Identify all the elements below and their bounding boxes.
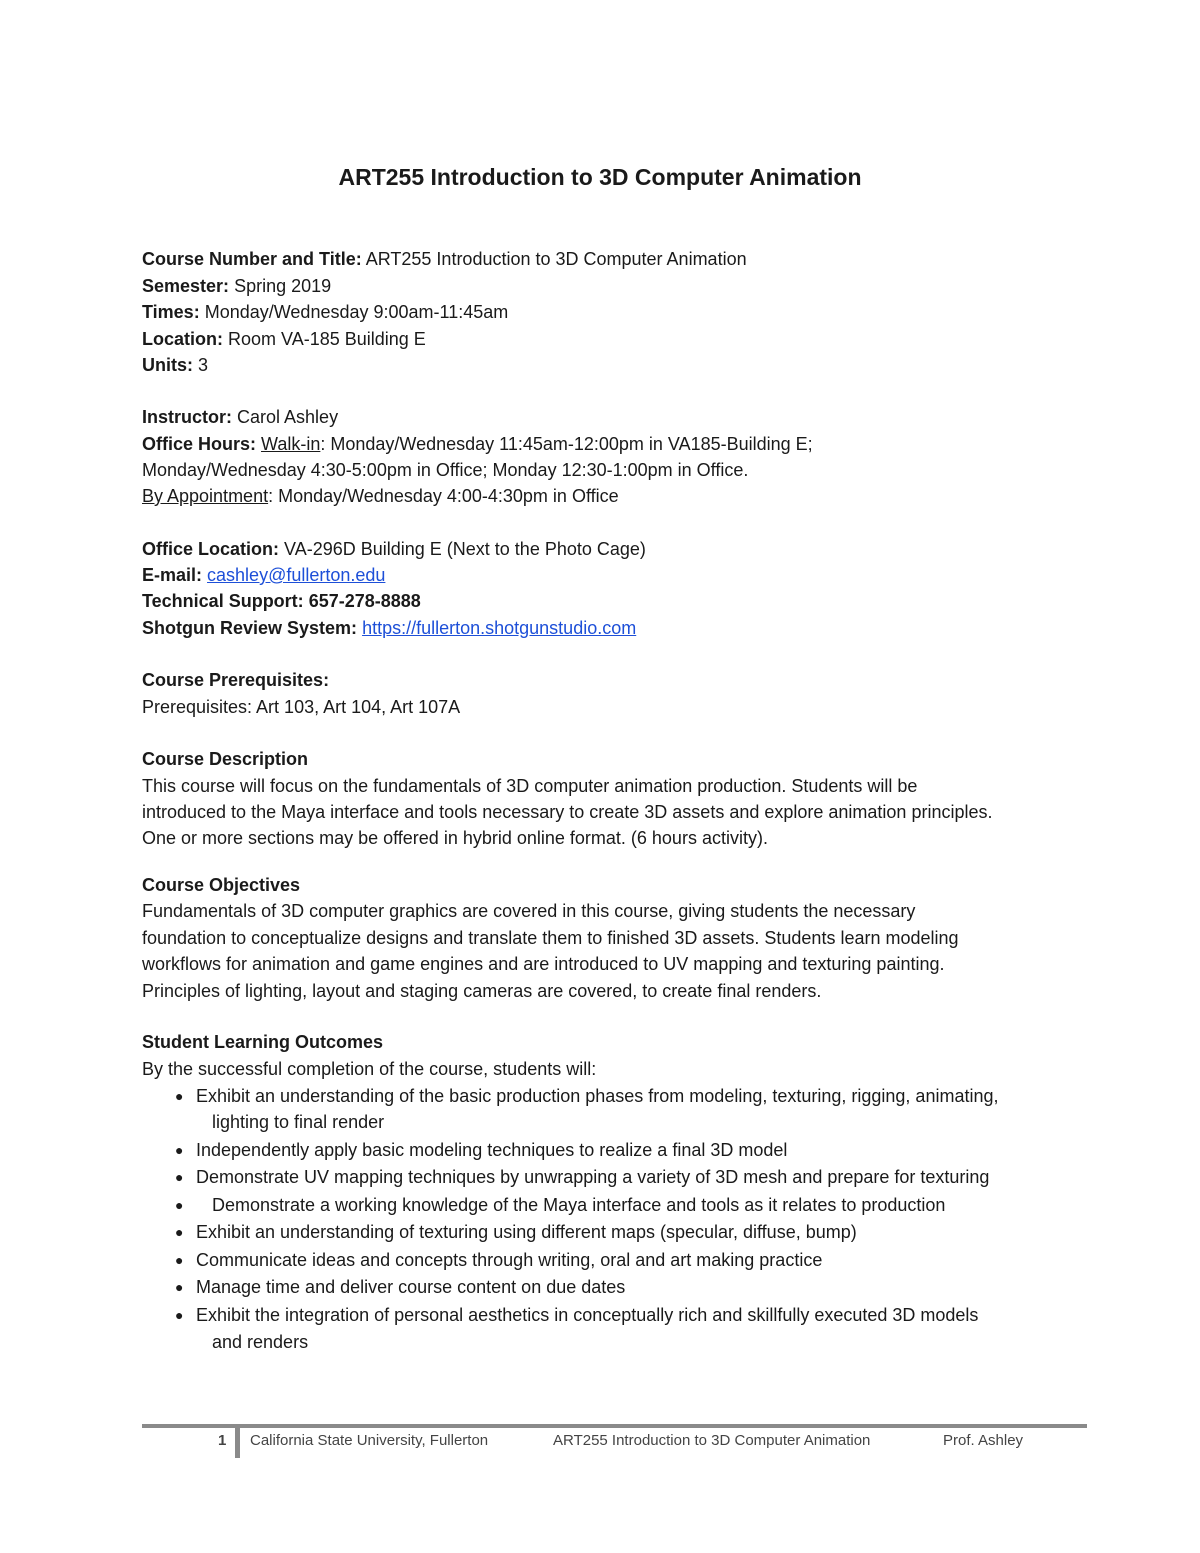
email-label: E-mail: xyxy=(142,565,203,585)
units-label: Units: xyxy=(142,355,193,375)
location-label: Location: xyxy=(142,329,223,349)
bullet-icon: ● xyxy=(175,1252,184,1268)
document-title: ART255 Introduction to 3D Computer Animation xyxy=(338,164,862,190)
outcome-item: Demonstrate UV mapping techniques by unwrapping a variety of 3D mesh and prepare for texturing xyxy=(196,1167,990,1187)
office-hours-line xyxy=(142,432,813,456)
footer-professor: Prof. Ashley xyxy=(943,1432,1024,1449)
technical-support-value: 657-278-8888 xyxy=(308,591,421,611)
bullet-icon: ● xyxy=(175,1197,184,1213)
outcomes-intro: By the successful completion of the course, students will: xyxy=(142,1059,597,1079)
instructor-line xyxy=(142,405,338,429)
outcome-item-continuation: lighting to final render xyxy=(212,1112,385,1132)
footer-rule xyxy=(142,1424,1087,1428)
office-location-label: Office Location: xyxy=(142,539,280,559)
times-line xyxy=(142,300,508,324)
footer-page-number: 1 xyxy=(218,1432,227,1449)
outcome-item: Exhibit the integration of personal aesthetics in conceptually rich and skillfully executed 3D models xyxy=(196,1305,979,1325)
semester-value: Spring 2019 xyxy=(234,276,332,296)
prerequisites-text: Prerequisites: Art 103, Art 104, Art 107A xyxy=(142,697,461,717)
shotgun-link[interactable]: https://fullerton.shotgunstudio.com xyxy=(362,618,637,638)
units-value: 3 xyxy=(198,355,209,375)
footer-separator xyxy=(235,1428,240,1458)
times-label: Times: xyxy=(142,302,200,322)
course-number-value: ART255 Introduction to 3D Computer Animation xyxy=(365,249,747,269)
office-location-value: VA-296D Building E (Next to the Photo Cage) xyxy=(284,539,646,559)
semester-line xyxy=(142,274,331,298)
bullet-icon: ● xyxy=(175,1279,184,1295)
walk-in-value: : Monday/Wednesday 11:45am-12:00pm in VA185-Building E; xyxy=(320,434,813,454)
bullet-icon: ● xyxy=(175,1169,184,1185)
objectives-line: workflows for animation and game engines and are introduced to UV mapping and texturing painting. xyxy=(142,954,945,974)
prerequisites-heading: Course Prerequisites: xyxy=(142,670,330,690)
email-line xyxy=(142,563,385,587)
description-line: introduced to the Maya interface and tools necessary to create 3D assets and explore animation principles. xyxy=(142,802,993,822)
shotgun-label: Shotgun Review System: xyxy=(142,618,358,638)
walk-in-label: Walk-in xyxy=(261,434,321,454)
times-value: Monday/Wednesday 9:00am-11:45am xyxy=(204,302,509,322)
outcome-item: Demonstrate a working knowledge of the Maya interface and tools as it relates to production xyxy=(212,1195,946,1215)
footer-course: ART255 Introduction to 3D Computer Animation xyxy=(553,1432,871,1449)
appointment-label: By Appointment xyxy=(142,486,269,506)
bullet-icon: ● xyxy=(175,1142,184,1158)
outcome-item: Communicate ideas and concepts through writing, oral and art making practice xyxy=(196,1250,823,1270)
objectives-line: foundation to conceptualize designs and translate them to finished 3D assets. Students learn modeling xyxy=(142,928,959,948)
technical-support-label: Technical Support: xyxy=(142,591,304,611)
outcomes-heading: Student Learning Outcomes xyxy=(142,1032,384,1052)
location-value: Room VA-185 Building E xyxy=(228,329,426,349)
description-line: One or more sections may be offered in hybrid online format. (6 hours activity). xyxy=(142,828,768,848)
appointment-value: : Monday/Wednesday 4:00-4:30pm in Office xyxy=(268,486,619,506)
objectives-heading: Course Objectives xyxy=(142,875,301,895)
outcome-item: Exhibit an understanding of texturing using different maps (specular, diffuse, bump) xyxy=(196,1222,857,1242)
description-heading: Course Description xyxy=(142,749,309,769)
shotgun-line xyxy=(142,616,636,640)
outcome-item: Independently apply basic modeling techniques to realize a final 3D model xyxy=(196,1140,788,1160)
instructor-label: Instructor: xyxy=(142,407,232,427)
outcome-item-continuation: and renders xyxy=(212,1332,309,1352)
bullet-icon: ● xyxy=(175,1224,184,1240)
outcome-item: Manage time and deliver course content on due dates xyxy=(196,1277,626,1297)
course-number-label: Course Number and Title: xyxy=(142,249,362,269)
office-hours-label: Office Hours: xyxy=(142,434,257,454)
footer-university: California State University, Fullerton xyxy=(250,1432,489,1449)
objectives-line: Fundamentals of 3D computer graphics are covered in this course, giving students the necessary xyxy=(142,901,916,921)
instructor-value: Carol Ashley xyxy=(237,407,339,427)
description-line: This course will focus on the fundamentals of 3D computer animation production. Students will be xyxy=(142,776,918,796)
office-hours-line-2: Monday/Wednesday 4:30-5:00pm in Office; Monday 12:30-1:00pm in Office. xyxy=(142,460,749,480)
bullet-icon: ● xyxy=(175,1307,184,1323)
location-line xyxy=(142,327,426,351)
appointment-line xyxy=(142,484,619,508)
technical-support-line xyxy=(142,589,421,613)
objectives-line: Principles of lighting, layout and staging cameras are covered, to create final renders. xyxy=(142,981,822,1001)
semester-label: Semester: xyxy=(142,276,230,296)
bullet-icon: ● xyxy=(175,1088,184,1104)
units-line xyxy=(142,353,208,377)
outcome-item: Exhibit an understanding of the basic production phases from modeling, texturing, rigging, animating, xyxy=(196,1086,999,1106)
email-link[interactable]: cashley@fullerton.edu xyxy=(207,565,386,585)
course-number-line xyxy=(142,247,747,271)
office-location-line xyxy=(142,537,646,561)
